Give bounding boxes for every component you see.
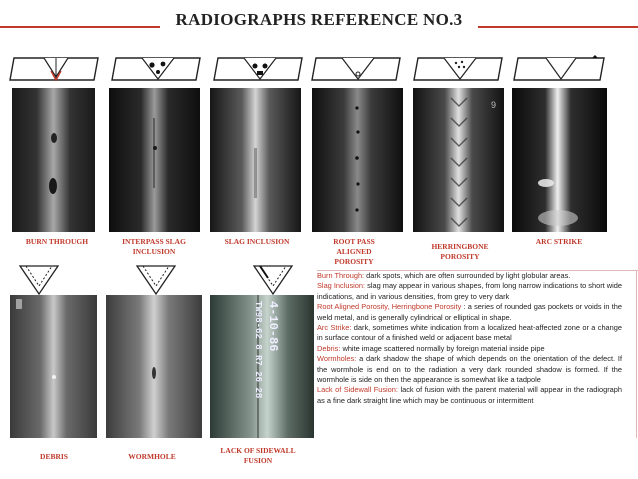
weld-diagram-wormhole xyxy=(131,262,181,296)
svg-text:9: 9 xyxy=(491,100,497,110)
desc-wormholes: Wormholes: a dark shadow the shape of which depends on the orientation of the defect. If the wormhole is end on to the radiation a very dark rounded shadow is formed. If the wormhole is side on then the appearance is somewhat like a tadpole xyxy=(317,354,622,385)
desc-border-right xyxy=(636,270,637,438)
radiograph-slag-inclusion xyxy=(210,88,301,232)
desc-debris: Debris: white image scattered normally by foreign material inside pipe xyxy=(317,343,545,353)
desc-porosity: Root Aligned Porosity, Herringbone Porosity : a series of rounded gas pockets or voids in the weld metal, and is generally cylindrical or elliptical in shape. xyxy=(317,302,622,322)
radiograph-interpass-slag xyxy=(109,88,200,232)
desc-sidewall-fusion: Lack of Sidewall Fusion: lack of fusion with the parent material will appear in the radiograph as a fine dark straight line which may be continuous or intermittent xyxy=(317,385,622,405)
weld-diagram-root-porosity xyxy=(310,55,405,83)
title-rule-left xyxy=(0,26,160,28)
label-sidewall-fusion: LACK OF SIDEWALL FUSION xyxy=(220,446,296,465)
defect-descriptions xyxy=(317,271,622,427)
radiograph-burn-through xyxy=(12,88,95,232)
weld-diagram-interpass-slag xyxy=(110,55,205,83)
weld-diagram-slag-inclusion xyxy=(212,55,307,83)
radiograph-arc-strike xyxy=(512,88,607,232)
label-burn-through: BURN THROUGH xyxy=(25,237,89,246)
radiograph-wormhole xyxy=(106,295,202,438)
weld-diagram-sidewall-fusion xyxy=(248,262,298,296)
desc-burn-through: Burn Through: dark spots, which are often surrounded by light globular areas. xyxy=(317,271,571,280)
radiograph-sidewall-fusion xyxy=(210,295,314,438)
label-interpass-slag: INTERPASS SLAG INCLUSION xyxy=(122,237,186,256)
title-rule-right xyxy=(478,26,638,28)
desc-arc-strike: Arc Strike: dark, sometimes white indication from a localized heat-affected zone or a change in surface contour of a finished weld or adjacent base metal xyxy=(317,323,622,343)
radiograph-herringbone xyxy=(413,88,504,232)
label-root-porosity: ROOT PASS ALIGNED POROSITY xyxy=(333,237,375,266)
weld-diagram-burn-through xyxy=(8,55,103,83)
radiograph-root-porosity xyxy=(312,88,403,232)
label-arc-strike: ARC STRIKE xyxy=(535,237,583,246)
radiograph-debris xyxy=(10,295,97,438)
desc-slag-inclusion: Slag Inclusion: slag may appear in various shapes, from long narrow indications to short wide indications, and in various densities, from grey to very dark xyxy=(317,281,623,301)
label-herringbone: HERRINGBONE POROSITY xyxy=(431,242,489,261)
page-title: RADIOGRAPHS REFERENCE NO.3 xyxy=(175,10,463,29)
film-text-line1: 4-10-86 xyxy=(266,301,280,352)
label-slag-inclusion: SLAG INCLUSION xyxy=(224,237,290,246)
weld-diagram-arc-strike xyxy=(512,55,612,83)
film-text-line2: TW98-62 8 R7 26 28 xyxy=(253,301,263,399)
weld-diagram-debris xyxy=(14,262,64,296)
label-wormhole: WORMHOLE xyxy=(128,452,176,461)
weld-diagram-herringbone xyxy=(412,55,507,83)
label-debris: DEBRIS xyxy=(40,452,68,461)
